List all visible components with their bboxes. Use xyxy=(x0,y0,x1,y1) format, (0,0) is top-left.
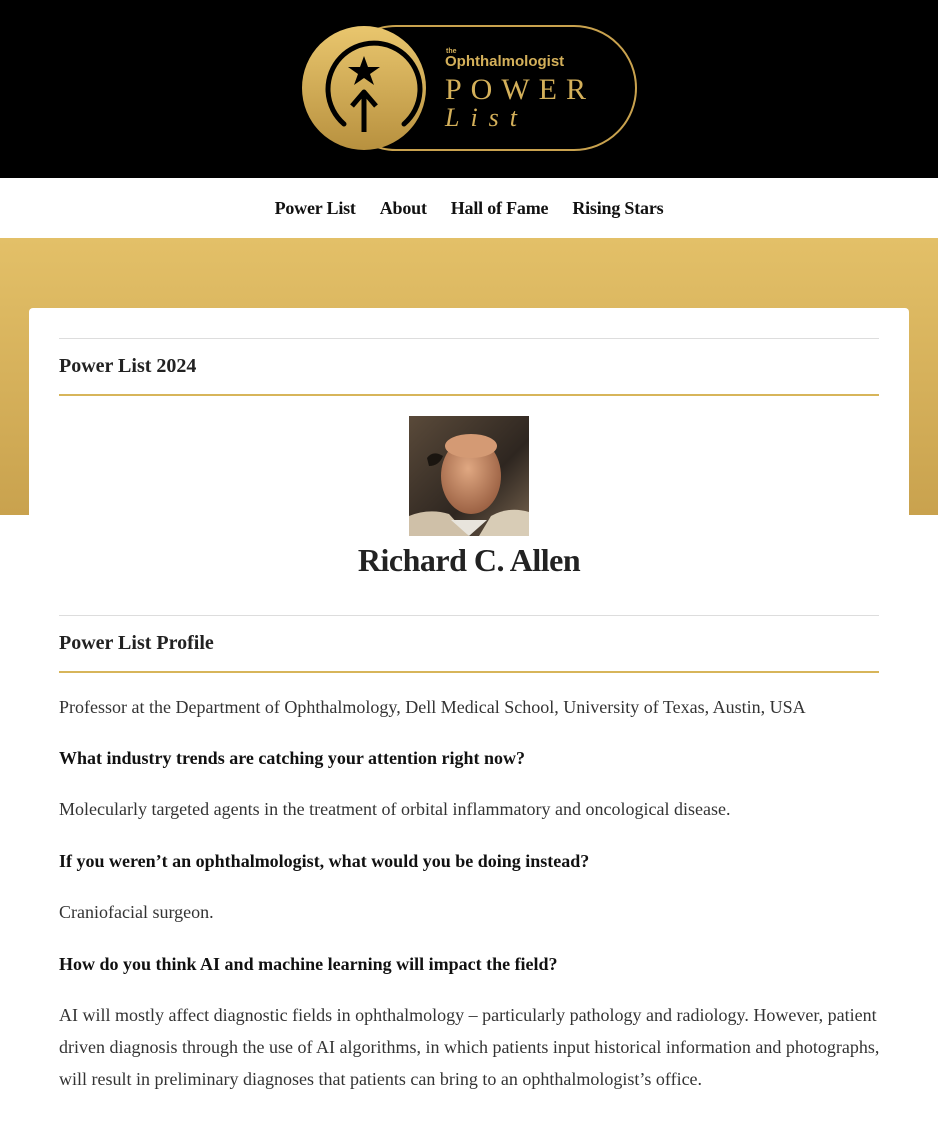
profile-card xyxy=(29,308,909,1122)
brand-word-power: POWER xyxy=(445,73,595,106)
section-title: Power List 2024 xyxy=(59,338,879,396)
profile-title: Power List Profile xyxy=(59,615,879,673)
position-text: Professor at the Department of Ophthalmology, Dell Medical School, University of Texas, Austin, USA xyxy=(59,697,806,717)
nav-about[interactable]: About xyxy=(379,197,427,218)
question-3: How do you think AI and machine learning will impact the field? xyxy=(59,954,558,974)
person-name: Richard C. Allen xyxy=(357,542,581,578)
nav-hall-of-fame[interactable]: Hall of Fame xyxy=(450,197,549,218)
nav-power-list[interactable]: Power List xyxy=(274,197,356,218)
brand-small: the xyxy=(446,48,457,55)
portrait-photo xyxy=(409,416,529,536)
question-1: What industry trends are catching your attention right now? xyxy=(59,748,526,768)
question-2: If you weren’t an ophthalmologist, what would you be doing instead? xyxy=(59,851,590,871)
brand-publication: Ophthalmologist xyxy=(445,53,565,70)
power-list-logo[interactable] xyxy=(300,24,640,152)
nav-rising-stars[interactable]: Rising Stars xyxy=(572,197,664,218)
answer-3: AI will mostly affect diagnostic fields in ophthalmology – particularly pathology and radiology. However, patient driven diagnosis through the use of AI algorithms, in which patients input historical information and photographs, will result in preliminary diagnoses that patients can bring to an ophthalmologist’s office. xyxy=(59,1005,880,1089)
answer-2: Craniofacial surgeon. xyxy=(59,902,214,922)
brand-word-list: List xyxy=(445,103,529,132)
answer-1: Molecularly targeted agents in the treatment of orbital inflammatory and oncological disease. xyxy=(59,799,731,819)
main-nav xyxy=(0,178,938,238)
site-header xyxy=(0,0,938,178)
